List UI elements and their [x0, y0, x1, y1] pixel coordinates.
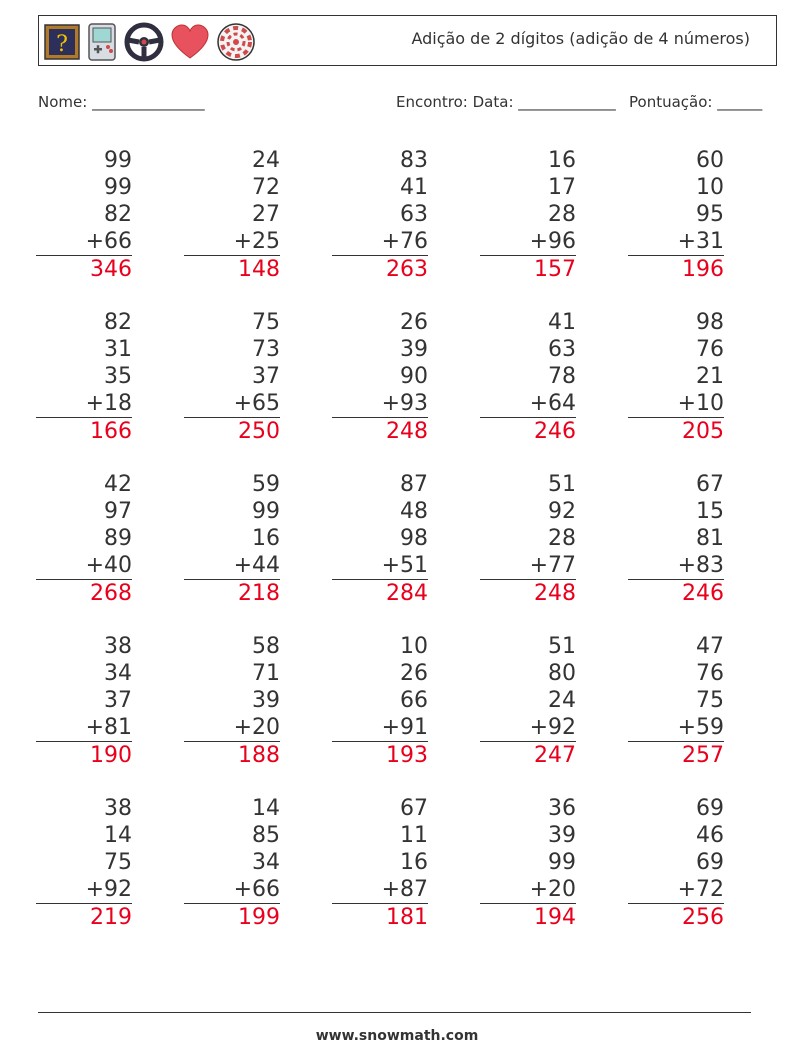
addend: 69 [696, 796, 724, 821]
addend: 38 [104, 796, 132, 821]
addend: 42 [104, 472, 132, 497]
addend: 39 [252, 688, 280, 713]
addend-with-plus: +72 [628, 876, 724, 904]
score-label: Pontuação: [629, 93, 713, 111]
date-label: Encontro: Data: [396, 93, 514, 111]
addend: 14 [252, 796, 280, 821]
answer: 157 [534, 257, 576, 282]
addend: 21 [696, 364, 724, 389]
addend: 98 [400, 526, 428, 551]
addend: 14 [104, 823, 132, 848]
answer: 256 [682, 905, 724, 930]
addend-with-plus: +10 [628, 390, 724, 418]
addition-problem [628, 147, 724, 283]
addend: 15 [696, 499, 724, 524]
heart-icon [170, 23, 210, 61]
addend-with-plus: +92 [36, 876, 132, 904]
steering-wheel-icon [124, 22, 164, 62]
answer: 181 [386, 905, 428, 930]
addition-problem [480, 795, 576, 931]
addition-problem [36, 309, 132, 445]
gameboy-icon [86, 23, 118, 61]
answer: 166 [90, 419, 132, 444]
addend: 90 [400, 364, 428, 389]
addend: 95 [696, 202, 724, 227]
addend: 76 [696, 337, 724, 362]
addition-problem [184, 309, 280, 445]
addend-with-plus: +66 [184, 876, 280, 904]
name-field [38, 93, 205, 111]
addend: 87 [400, 472, 428, 497]
addend-with-plus: +20 [184, 714, 280, 742]
answer: 190 [90, 743, 132, 768]
addition-problem [184, 471, 280, 607]
addition-problem [36, 471, 132, 607]
addition-problem [480, 633, 576, 769]
addend-with-plus: +25 [184, 228, 280, 256]
answer: 205 [682, 419, 724, 444]
addend: 27 [252, 202, 280, 227]
addend: 24 [548, 688, 576, 713]
addend: 99 [252, 499, 280, 524]
addition-problem [480, 147, 576, 283]
addition-problem [184, 633, 280, 769]
addend: 72 [252, 175, 280, 200]
svg-text:?: ? [56, 32, 68, 57]
addend: 11 [400, 823, 428, 848]
addend: 99 [104, 175, 132, 200]
addition-problem [480, 309, 576, 445]
addend: 82 [104, 202, 132, 227]
addition-problem [332, 633, 428, 769]
addend: 41 [400, 175, 428, 200]
addend: 28 [548, 526, 576, 551]
addend: 46 [696, 823, 724, 848]
addend: 73 [252, 337, 280, 362]
addend: 51 [548, 472, 576, 497]
addition-problem [36, 795, 132, 931]
addend: 71 [252, 661, 280, 686]
answer: 284 [386, 581, 428, 606]
score-field [629, 93, 762, 111]
addend: 39 [548, 823, 576, 848]
addition-problem [332, 795, 428, 931]
addend: 60 [696, 148, 724, 173]
footer-divider [38, 1012, 751, 1013]
addend: 38 [104, 634, 132, 659]
addend: 16 [548, 148, 576, 173]
addend: 75 [104, 850, 132, 875]
addend: 48 [400, 499, 428, 524]
addend: 37 [104, 688, 132, 713]
addition-problem [332, 309, 428, 445]
addend-with-plus: +59 [628, 714, 724, 742]
addend: 51 [548, 634, 576, 659]
name-blank: _______________ [92, 93, 205, 111]
addend: 10 [400, 634, 428, 659]
answer: 248 [386, 419, 428, 444]
addition-problem [184, 795, 280, 931]
addend-with-plus: +51 [332, 552, 428, 580]
addend: 35 [104, 364, 132, 389]
addition-problem [628, 795, 724, 931]
addend: 98 [696, 310, 724, 335]
addend: 28 [548, 202, 576, 227]
answer: 199 [238, 905, 280, 930]
answer: 250 [238, 419, 280, 444]
addend: 76 [696, 661, 724, 686]
addition-problem [332, 147, 428, 283]
date-blank: _____________ [518, 93, 616, 111]
addend: 75 [696, 688, 724, 713]
addend: 10 [696, 175, 724, 200]
date-field [396, 93, 616, 111]
answer: 196 [682, 257, 724, 282]
addend: 16 [400, 850, 428, 875]
addition-problem [480, 471, 576, 607]
addend: 80 [548, 661, 576, 686]
addend: 17 [548, 175, 576, 200]
addend: 39 [400, 337, 428, 362]
addend: 24 [252, 148, 280, 173]
addend: 26 [400, 661, 428, 686]
addend: 63 [400, 202, 428, 227]
addend-with-plus: +92 [480, 714, 576, 742]
addend: 34 [252, 850, 280, 875]
addend-with-plus: +87 [332, 876, 428, 904]
addend: 31 [104, 337, 132, 362]
addend: 83 [400, 148, 428, 173]
addend: 41 [548, 310, 576, 335]
addend-with-plus: +76 [332, 228, 428, 256]
header-box [38, 15, 777, 66]
addend: 75 [252, 310, 280, 335]
addend-with-plus: +31 [628, 228, 724, 256]
header-icons [44, 22, 256, 62]
answer: 246 [534, 419, 576, 444]
answer: 193 [386, 743, 428, 768]
addition-problem [332, 471, 428, 607]
addend: 67 [400, 796, 428, 821]
addend: 67 [696, 472, 724, 497]
answer: 218 [238, 581, 280, 606]
answer: 188 [238, 743, 280, 768]
addend: 26 [400, 310, 428, 335]
addend: 16 [252, 526, 280, 551]
addend-with-plus: +77 [480, 552, 576, 580]
addend-with-plus: +66 [36, 228, 132, 256]
addend-with-plus: +40 [36, 552, 132, 580]
worksheet-title: Adição de 2 dígitos (adição de 4 números) [411, 29, 750, 48]
addend: 85 [252, 823, 280, 848]
score-blank: ______ [717, 93, 763, 111]
answer: 246 [682, 581, 724, 606]
addition-problem [184, 147, 280, 283]
addend: 34 [104, 661, 132, 686]
answer: 194 [534, 905, 576, 930]
addend: 36 [548, 796, 576, 821]
addend-with-plus: +81 [36, 714, 132, 742]
answer: 268 [90, 581, 132, 606]
answer: 219 [90, 905, 132, 930]
answer: 346 [90, 257, 132, 282]
addend: 82 [104, 310, 132, 335]
addition-problem [36, 147, 132, 283]
addend: 92 [548, 499, 576, 524]
dartboard-icon [216, 22, 256, 62]
footer-site: www.snowmath.com [315, 1028, 479, 1044]
addend-with-plus: +96 [480, 228, 576, 256]
addend-with-plus: +18 [36, 390, 132, 418]
answer: 248 [534, 581, 576, 606]
addend: 63 [548, 337, 576, 362]
addend: 37 [252, 364, 280, 389]
name-label: Nome: [38, 93, 88, 111]
addend: 66 [400, 688, 428, 713]
addition-problem [36, 633, 132, 769]
question-box-icon [44, 24, 80, 60]
addition-problem [628, 471, 724, 607]
addend: 78 [548, 364, 576, 389]
addend: 99 [548, 850, 576, 875]
addend: 69 [696, 850, 724, 875]
answer: 257 [682, 743, 724, 768]
addend-with-plus: +64 [480, 390, 576, 418]
addend: 81 [696, 526, 724, 551]
addend: 89 [104, 526, 132, 551]
addend: 47 [696, 634, 724, 659]
addend: 59 [252, 472, 280, 497]
addend-with-plus: +20 [480, 876, 576, 904]
addend-with-plus: +91 [332, 714, 428, 742]
answer: 247 [534, 743, 576, 768]
addition-problem [628, 309, 724, 445]
addend: 97 [104, 499, 132, 524]
addend-with-plus: +93 [332, 390, 428, 418]
addition-problem [628, 633, 724, 769]
addend: 99 [104, 148, 132, 173]
addend-with-plus: +83 [628, 552, 724, 580]
addend-with-plus: +65 [184, 390, 280, 418]
addend-with-plus: +44 [184, 552, 280, 580]
answer: 148 [238, 257, 280, 282]
answer: 263 [386, 257, 428, 282]
addend: 58 [252, 634, 280, 659]
